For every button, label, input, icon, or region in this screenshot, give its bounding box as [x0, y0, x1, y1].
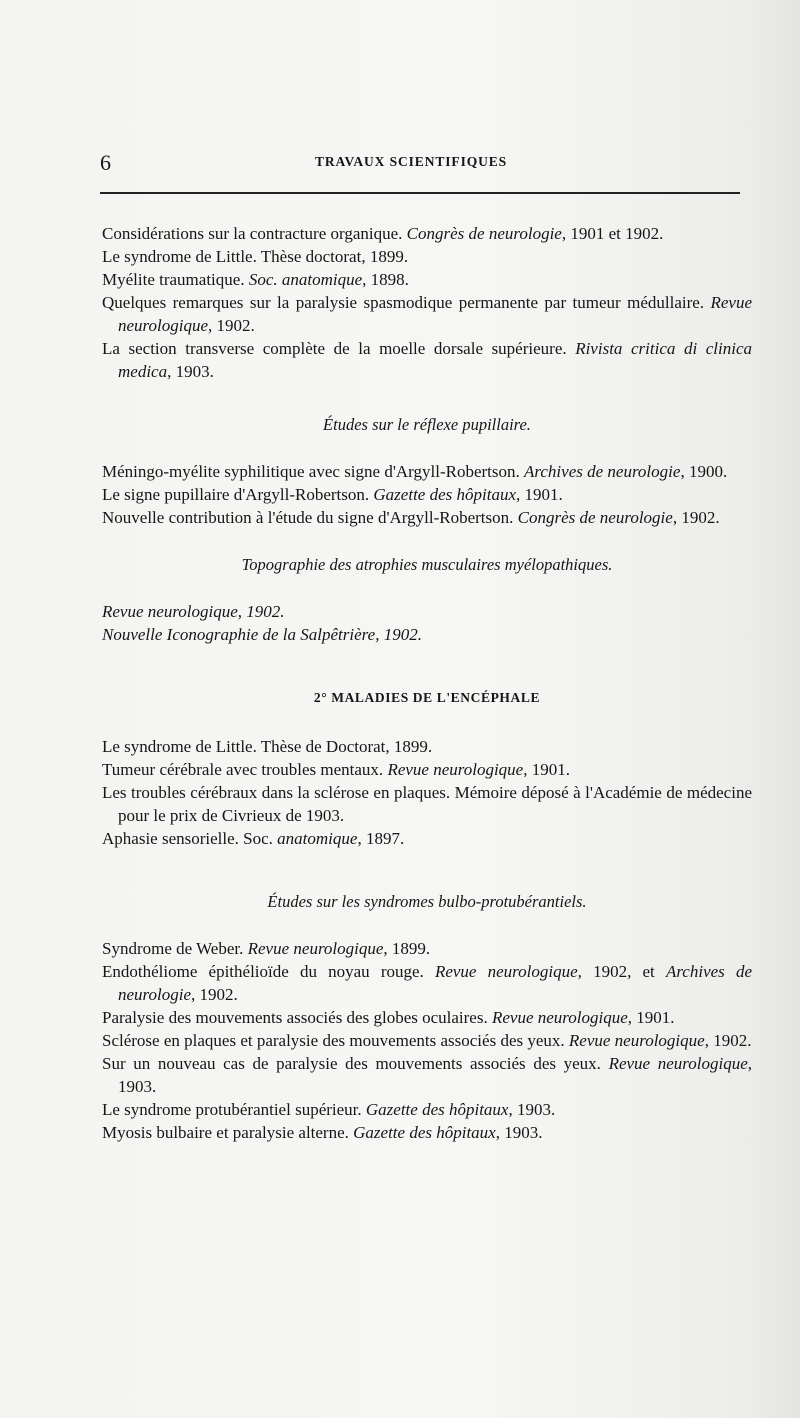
bibliography-block-5: [102, 937, 752, 1144]
bibliography-entry: [102, 937, 752, 960]
entry-text: Le syndrome protubérantiel supérieur.: [102, 1100, 366, 1119]
entry-text: Le signe pupillaire d'Argyll-Robertson.: [102, 485, 374, 504]
entry-date: , 1903.: [118, 1054, 752, 1096]
entry-date: , 1902.: [672, 508, 720, 527]
bibliography-entry: [102, 735, 752, 758]
entry-date-2: , 1902.: [191, 985, 238, 1004]
entry-publication: Revue neurologique: [387, 760, 524, 779]
entry-text: Nouvelle contribution à l'étude du signe d'Argyll-Robertson.: [102, 508, 518, 527]
entry-publication: Archives de neurologie: [524, 462, 681, 481]
entry-text: Le syndrome de Little. Thèse doctorat, 1899.: [102, 247, 409, 266]
bibliography-entry: [102, 1121, 752, 1144]
entry-text: Aphasie sensorielle. Soc.: [102, 829, 278, 848]
entry-publication: Revue neurologique: [247, 939, 384, 958]
entry-publication-2: Archives de neurologie: [118, 962, 752, 1004]
entry-date: , 1898.: [362, 270, 409, 289]
entry-date: , 1902.: [208, 316, 255, 335]
bibliography-entry: [102, 781, 752, 827]
entry-date: , 1899.: [383, 939, 431, 958]
entry-date: , 1903.: [508, 1100, 556, 1119]
entry-publication: Congrès de neurologie: [406, 224, 562, 243]
entry-publication: Congrès de neurologie: [517, 508, 673, 527]
entry-date: , 1902.: [237, 602, 285, 621]
bibliography-entry: [102, 506, 752, 529]
entry-text: Le syndrome de Little. Thèse de Doctorat, 1899.: [102, 737, 433, 756]
entry-text: Myosis bulbaire et paralysie alterne.: [102, 1123, 354, 1142]
entry-publication: Gazette des hôpitaux: [373, 485, 516, 504]
bibliography-entry: [102, 483, 752, 506]
entry-text: Quelques remarques sur la paralysie spasmodique permanente par tumeur médullaire.: [102, 293, 711, 312]
bibliography-entry: [102, 222, 752, 245]
entry-date: , 1901 et 1902.: [561, 224, 664, 243]
bibliography-entry: [102, 1029, 752, 1052]
header-rule: [100, 192, 740, 194]
entry-publication: anatomique: [277, 829, 358, 848]
entry-publication: Revue neurologique: [102, 602, 238, 621]
entry-date: , 1897.: [357, 829, 405, 848]
entry-publication: Revue neurologique: [608, 1054, 748, 1073]
bibliography-entry: [102, 623, 752, 646]
bibliography-block-1: [102, 222, 752, 383]
entry-date: , 1901.: [627, 1008, 675, 1027]
entry-date: , 1903.: [167, 362, 214, 381]
running-title: TRAVAUX SCIENTIFIQUES: [315, 154, 508, 169]
page-number: 6: [100, 150, 111, 175]
entry-text: Considérations sur la contracture organique.: [102, 224, 407, 243]
subheading-pupillary-reflex: Études sur le réflexe pupillaire.: [323, 415, 531, 434]
bibliography-block-2: [102, 460, 752, 529]
bibliography-block-3: [102, 600, 752, 646]
bibliography-entry: [102, 1006, 752, 1029]
bibliography-entry: [102, 245, 752, 268]
entry-date: , 1901.: [516, 485, 563, 504]
bibliography-entry: [102, 758, 752, 781]
entry-text: Paralysie des mouvements associés des globes oculaires.: [102, 1008, 492, 1027]
entry-text: Sur un nouveau cas de paralysie des mouvements associés des yeux.: [102, 1054, 609, 1073]
entry-text: Tumeur cérébrale avec troubles mentaux.: [102, 760, 388, 779]
subheading-muscular-atrophies: Topographie des atrophies musculaires myélopathiques.: [241, 555, 613, 574]
entry-publication: Soc. anatomique: [248, 270, 363, 289]
entry-publication: Revue neurologique: [434, 962, 578, 981]
entry-text: Endothéliome épithélioïde du noyau rouge.: [102, 962, 435, 981]
subheading-bulbo-protuberantiels: Études sur les syndromes bulbo-protubérantiels.: [267, 892, 587, 911]
entry-publication: Revue neurologique: [491, 1008, 628, 1027]
bibliography-entry: [102, 268, 752, 291]
entry-date: , 1902.: [704, 1031, 752, 1050]
entry-text: Les troubles cérébraux dans la sclérose en plaques. Mémoire déposé à l'Académie de médecine pour le prix de Civrieux de 1903.: [102, 783, 752, 825]
entry-date: , 1902.: [375, 625, 422, 644]
bibliography-entry: [102, 960, 752, 1006]
entry-text: La section transverse complète de la moelle dorsale supérieure.: [102, 339, 576, 358]
bibliography-entry: [102, 1098, 752, 1121]
entry-publication: Rivista critica di clinica medica: [118, 339, 753, 381]
entry-text: Méningo-myélite syphilitique avec signe d'Argyll-Robertson.: [102, 462, 525, 481]
entry-publication: Gazette des hôpitaux: [365, 1100, 509, 1119]
section-title-encephale: 2° MALADIES DE L'ENCÉPHALE: [313, 690, 541, 705]
bibliography-block-4: [102, 735, 752, 850]
page-header: [100, 150, 750, 178]
entry-publication: Nouvelle Iconographie de la Salpêtrière: [102, 625, 376, 644]
bibliography-entry: [102, 291, 752, 337]
bibliography-entry: [102, 600, 752, 623]
entry-date: , 1902, et: [577, 962, 666, 981]
entry-text: Sclérose en plaques et paralysie des mouvements associés des yeux.: [102, 1031, 569, 1050]
entry-text: Syndrome de Weber.: [102, 939, 248, 958]
entry-date: , 1903.: [495, 1123, 543, 1142]
entry-publication: Revue neurologique: [118, 293, 752, 335]
page-content: [102, 222, 752, 1144]
bibliography-entry: [102, 1052, 752, 1098]
bibliography-entry: [102, 337, 752, 383]
entry-text: Myélite traumatique.: [102, 270, 249, 289]
bibliography-entry: [102, 460, 752, 483]
entry-publication: Gazette des hôpitaux: [353, 1123, 496, 1142]
entry-date: , 1901.: [523, 760, 570, 779]
bibliography-entry: [102, 827, 752, 850]
entry-date: , 1900.: [680, 462, 728, 481]
entry-publication: Revue neurologique: [568, 1031, 705, 1050]
